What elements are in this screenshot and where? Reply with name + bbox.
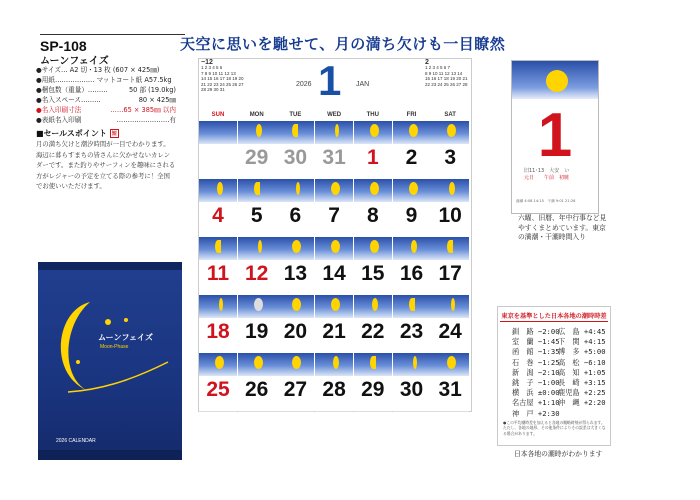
tide-row (512, 409, 604, 419)
day-number: 16 (399, 262, 424, 285)
calendar-day-cell (315, 295, 353, 354)
calendar-day-cell (238, 295, 276, 354)
spec-label: ●名入印刷寸法 (36, 106, 82, 114)
tide-cell: 高 知 +1:05 (558, 367, 606, 377)
mini-calendar-row: 15 16 17 18 19 20 21 (425, 76, 468, 82)
tide-row (512, 337, 604, 347)
moon-phase-icon (215, 240, 221, 253)
calendar-day-cell (393, 121, 431, 180)
day-number: 18 (206, 320, 230, 343)
night-sky (315, 121, 353, 144)
day-number: 5 (250, 204, 263, 227)
mini-calendar-row: 8 9 10 11 12 13 14 (425, 70, 463, 76)
mini-prev-month: 12 (205, 59, 213, 66)
moon-phase-icon (215, 356, 224, 369)
night-sky (393, 353, 431, 376)
calendar-day-cell (431, 353, 469, 412)
daily-tide: 満潮 4:08 14:15 干潮 9:01 21:26 (516, 199, 576, 203)
spec-value: 50 部 (19.0kg) (128, 86, 176, 94)
moon-phase-icon (292, 124, 298, 137)
night-sky (431, 295, 469, 318)
headline: 天空に思いを馳せて、月の満ち欠けも一目瞭然 (180, 35, 506, 53)
spec-value: ……………………有 (116, 116, 176, 124)
tide-row (512, 368, 604, 378)
moon-phase-icon (372, 298, 378, 311)
night-sky (199, 295, 237, 318)
day-number: 21 (322, 320, 346, 343)
calendar-day-cell (354, 237, 392, 296)
tide-cell: 室 蘭 −1:45 (512, 337, 560, 347)
day-number: 3 (444, 146, 457, 169)
calendar-day-cell (393, 295, 431, 354)
weekday-sun: SUN (211, 112, 225, 118)
day-number: 10 (438, 204, 462, 227)
mini-calendar-row: 28 29 30 31 (201, 87, 225, 93)
spec-label: ●表紙名入印刷 (36, 116, 82, 124)
day-number: 30 (283, 146, 308, 169)
day-number: 26 (245, 378, 269, 401)
cover-subtitle: Moon-Phase (100, 344, 129, 350)
mini-calendar-row: 1 2 3 4 5 6 7 (425, 65, 451, 71)
calendar-day-cell (276, 295, 314, 354)
calendar-day-cell (431, 295, 469, 354)
tide-cell: 高 松 −6:10 (558, 357, 606, 367)
weekday-tue: TUE (289, 112, 302, 118)
tide-cell: 神 戸 +2:30 (512, 408, 560, 418)
tide-row (512, 327, 604, 337)
day-number: 29 (361, 378, 385, 401)
tide-cell: 石 巻 −1:25 (512, 357, 560, 367)
weekday-wed: WED (327, 112, 342, 118)
mini-calendar-prev: −12 1 2 3 4 5 6 7 8 9 10 11 12 13 14 15 16 17 18 19 20 21 22 23 24 25 26 27 28 29 30 31 (201, 59, 244, 93)
moon-phase-icon (258, 240, 262, 253)
moon-phase-icon (409, 124, 418, 137)
calendar-day-cell (354, 353, 392, 412)
sales-point-badge: 短 (111, 131, 117, 137)
calendar-day-cell (393, 179, 431, 238)
daily-number: 1 (537, 101, 573, 170)
calendar-day-cell (315, 237, 353, 296)
calendar-day-cell (199, 121, 237, 180)
night-sky (199, 121, 237, 144)
spec-label: ●サイズ… A2 切・13 枚 (607 × 425㎜) (36, 66, 160, 74)
tide-row (512, 398, 604, 408)
calendar-day-cell (276, 353, 314, 412)
day-number: 19 (245, 320, 269, 343)
tide-table-title: 東京を基準とした日本各地の潮時時差 (501, 313, 607, 320)
spec-value: ……65 × 385㎜ 以内 (110, 106, 176, 114)
moon-phase-icon (254, 356, 263, 369)
day-number: 23 (399, 320, 424, 343)
spec-label: ●梱包数（重量）……… (36, 86, 108, 94)
tide-cell: 函 館 −1:35 (512, 347, 560, 357)
calendar-day-cell (199, 237, 237, 296)
moon-phase-icon (217, 182, 223, 195)
tide-row (512, 347, 604, 357)
day-number: 25 (206, 378, 230, 401)
calendar-day-cell (315, 353, 353, 412)
tide-cell: 下 関 +4:15 (558, 337, 606, 347)
product-name: ムーンフェイズ (40, 56, 109, 67)
day-number: 27 (283, 378, 308, 401)
calendar-day-cell (276, 121, 314, 180)
day-number: 28 (322, 378, 346, 401)
calendar-day-cell (238, 179, 276, 238)
caption-tide: 日本各地の潮時がわかります (514, 450, 603, 458)
night-sky (276, 179, 314, 202)
moon-phase-icon (370, 240, 379, 253)
calendar-day-cell (276, 179, 314, 238)
tide-cell (558, 409, 604, 419)
calendar-day-cell (354, 179, 392, 238)
tide-row (512, 358, 604, 368)
tide-cell: 釧 路 −2:00 (512, 327, 560, 336)
spec-row (36, 75, 176, 85)
moon-phase-icon (411, 240, 417, 253)
sales-point-heading (36, 128, 119, 139)
full-moon-icon (546, 70, 568, 92)
spec-label: ●用紙……………… マットコート紙 A57.5kg (36, 76, 172, 84)
sales-point-text: 月の満ち欠けと潮汐時間が一目でわかります。海辺に暮らすまちの皆さんに欠かせないカレンダーです。また釣りやサーフィンを趣味にされる方がレジャーの予定を立てる際の参考に！全国でお使いいただけます。 (36, 140, 176, 190)
caption-daily: 六曜、旧暦、年中行事など見やすくまとめています。東京の満潮・干潮時間入り (518, 214, 607, 241)
day-number: 24 (438, 320, 462, 343)
tide-cell: 沖 縄 +2:20 (558, 398, 606, 408)
tide-cell: 横 浜 ±0:00 (512, 388, 560, 398)
spec-value: 80 × 425㎜ (138, 96, 176, 104)
daily-detail (511, 60, 599, 214)
product-code: SP-108 (40, 34, 185, 54)
day-number: 6 (289, 204, 302, 227)
mini-calendar-next (425, 60, 468, 87)
moon-phase-icon (256, 124, 262, 137)
tide-row (512, 388, 604, 398)
calendar-year: 2026 (296, 81, 312, 88)
day-number: 20 (283, 320, 308, 343)
mini-calendar-row: 1 2 3 4 5 6 (201, 65, 223, 71)
tide-cell: 名古屋 +1:10 (512, 398, 560, 408)
calendar-day-cell (315, 121, 353, 180)
moon-phase-icon (447, 240, 453, 253)
spec-row (36, 105, 176, 115)
tide-rows (512, 327, 604, 419)
weekday-mon: MON (249, 112, 264, 118)
day-number: 17 (438, 262, 462, 285)
calendar-day-cell (431, 237, 469, 296)
moon-phase-icon (413, 356, 417, 369)
day-number: 2 (405, 146, 418, 169)
calendar-day-cell (354, 121, 392, 180)
moon-phase-icon (370, 356, 376, 369)
spec-row (36, 85, 176, 95)
calendar-day-cell (199, 179, 237, 238)
day-number: 11 (206, 262, 230, 285)
moon-phase-icon (370, 182, 379, 195)
spec-row (36, 115, 176, 125)
tide-cell: 新 潟 −2:10 (512, 367, 560, 377)
day-number: 1 (366, 146, 379, 169)
tide-cell: 博 多 +5:00 (558, 347, 606, 357)
day-number: 8 (366, 204, 379, 227)
tide-cell: 銚 子 −1:00 (512, 378, 560, 388)
calendar-day-cell (431, 179, 469, 238)
tide-cell: 長 崎 +3:15 (558, 378, 606, 388)
cover-label: 2026 CALENDAR (56, 438, 96, 444)
spec-list (36, 65, 176, 125)
tide-cell: 広 島 +4:45 (558, 327, 606, 336)
moon-phase-icon (254, 298, 263, 311)
spec-row (36, 95, 176, 105)
day-number: 22 (361, 320, 385, 343)
day-number: 4 (212, 204, 224, 227)
weekday-fri: FRI (406, 112, 417, 118)
weekday-sat: SAT (444, 112, 456, 118)
calendar-day-cell (393, 237, 431, 296)
calendar-day-cell (199, 353, 237, 412)
day-number: 14 (322, 262, 346, 285)
cover-image (38, 262, 182, 460)
night-sky (238, 237, 276, 260)
calendar-day-cell (199, 295, 237, 354)
moon-phase-icon (370, 124, 379, 137)
cover-moon-graphic (38, 262, 182, 460)
spec-row (36, 65, 176, 75)
day-number: 13 (283, 262, 308, 285)
moon-phase-icon (409, 298, 415, 311)
calendar-day-cell (315, 179, 353, 238)
mini-calendar-row: 21 22 23 24 25 26 27 (201, 81, 244, 87)
moon-phase-icon (254, 182, 260, 195)
day-number: 31 (438, 378, 462, 401)
cover-bottom-band (38, 450, 182, 460)
day-number: 12 (245, 262, 269, 285)
day-number: 29 (245, 146, 269, 169)
mini-calendar-row: 22 23 24 25 26 27 28 (425, 81, 468, 87)
daily-event: 元日 午前 初暁 (524, 175, 570, 181)
daily-rokuyo: 旧11･13 大安 い (524, 168, 570, 174)
mini-next-month: 2 (425, 59, 429, 66)
cover-title: ムーンフェイズ (98, 333, 153, 342)
calendar-day-cell (354, 295, 392, 354)
calendar-day-cell (238, 237, 276, 296)
tide-table (497, 306, 611, 446)
day-number: 31 (322, 146, 346, 169)
day-number: 30 (399, 378, 424, 401)
calendar-day-cell (238, 353, 276, 412)
day-number: 15 (361, 262, 385, 285)
mini-calendar-row: 14 15 16 17 18 19 20 (201, 76, 244, 82)
tide-cell: 鹿児島 +2:25 (558, 388, 606, 398)
tide-row (512, 378, 604, 388)
moon-phase-icon (409, 182, 418, 195)
calendar-day-cell (393, 353, 431, 412)
calendar-day-cell (238, 121, 276, 180)
moon-phase-icon (219, 298, 223, 311)
day-number: 7 (328, 204, 340, 227)
spec-label: ●名入スペース……… (36, 96, 101, 104)
tide-table-divider (500, 321, 608, 322)
calendar-day-cell (276, 237, 314, 296)
day-number: 9 (405, 204, 418, 227)
sales-point-title: ■セールスポイント (36, 129, 107, 138)
mini-calendar-row: 7 8 9 10 11 12 13 (201, 70, 236, 76)
weekday-thu: THU (366, 112, 379, 118)
calendar-day-cell (431, 121, 469, 180)
tide-note: ●この平均潮時差を加えると各地の概略時刻が得られます。ただし、各地の地形、その他条件によりその誤差は大きくなる場合があります。 (503, 420, 606, 436)
month-en: JAN (356, 81, 370, 88)
month-number: 1 (318, 57, 342, 104)
